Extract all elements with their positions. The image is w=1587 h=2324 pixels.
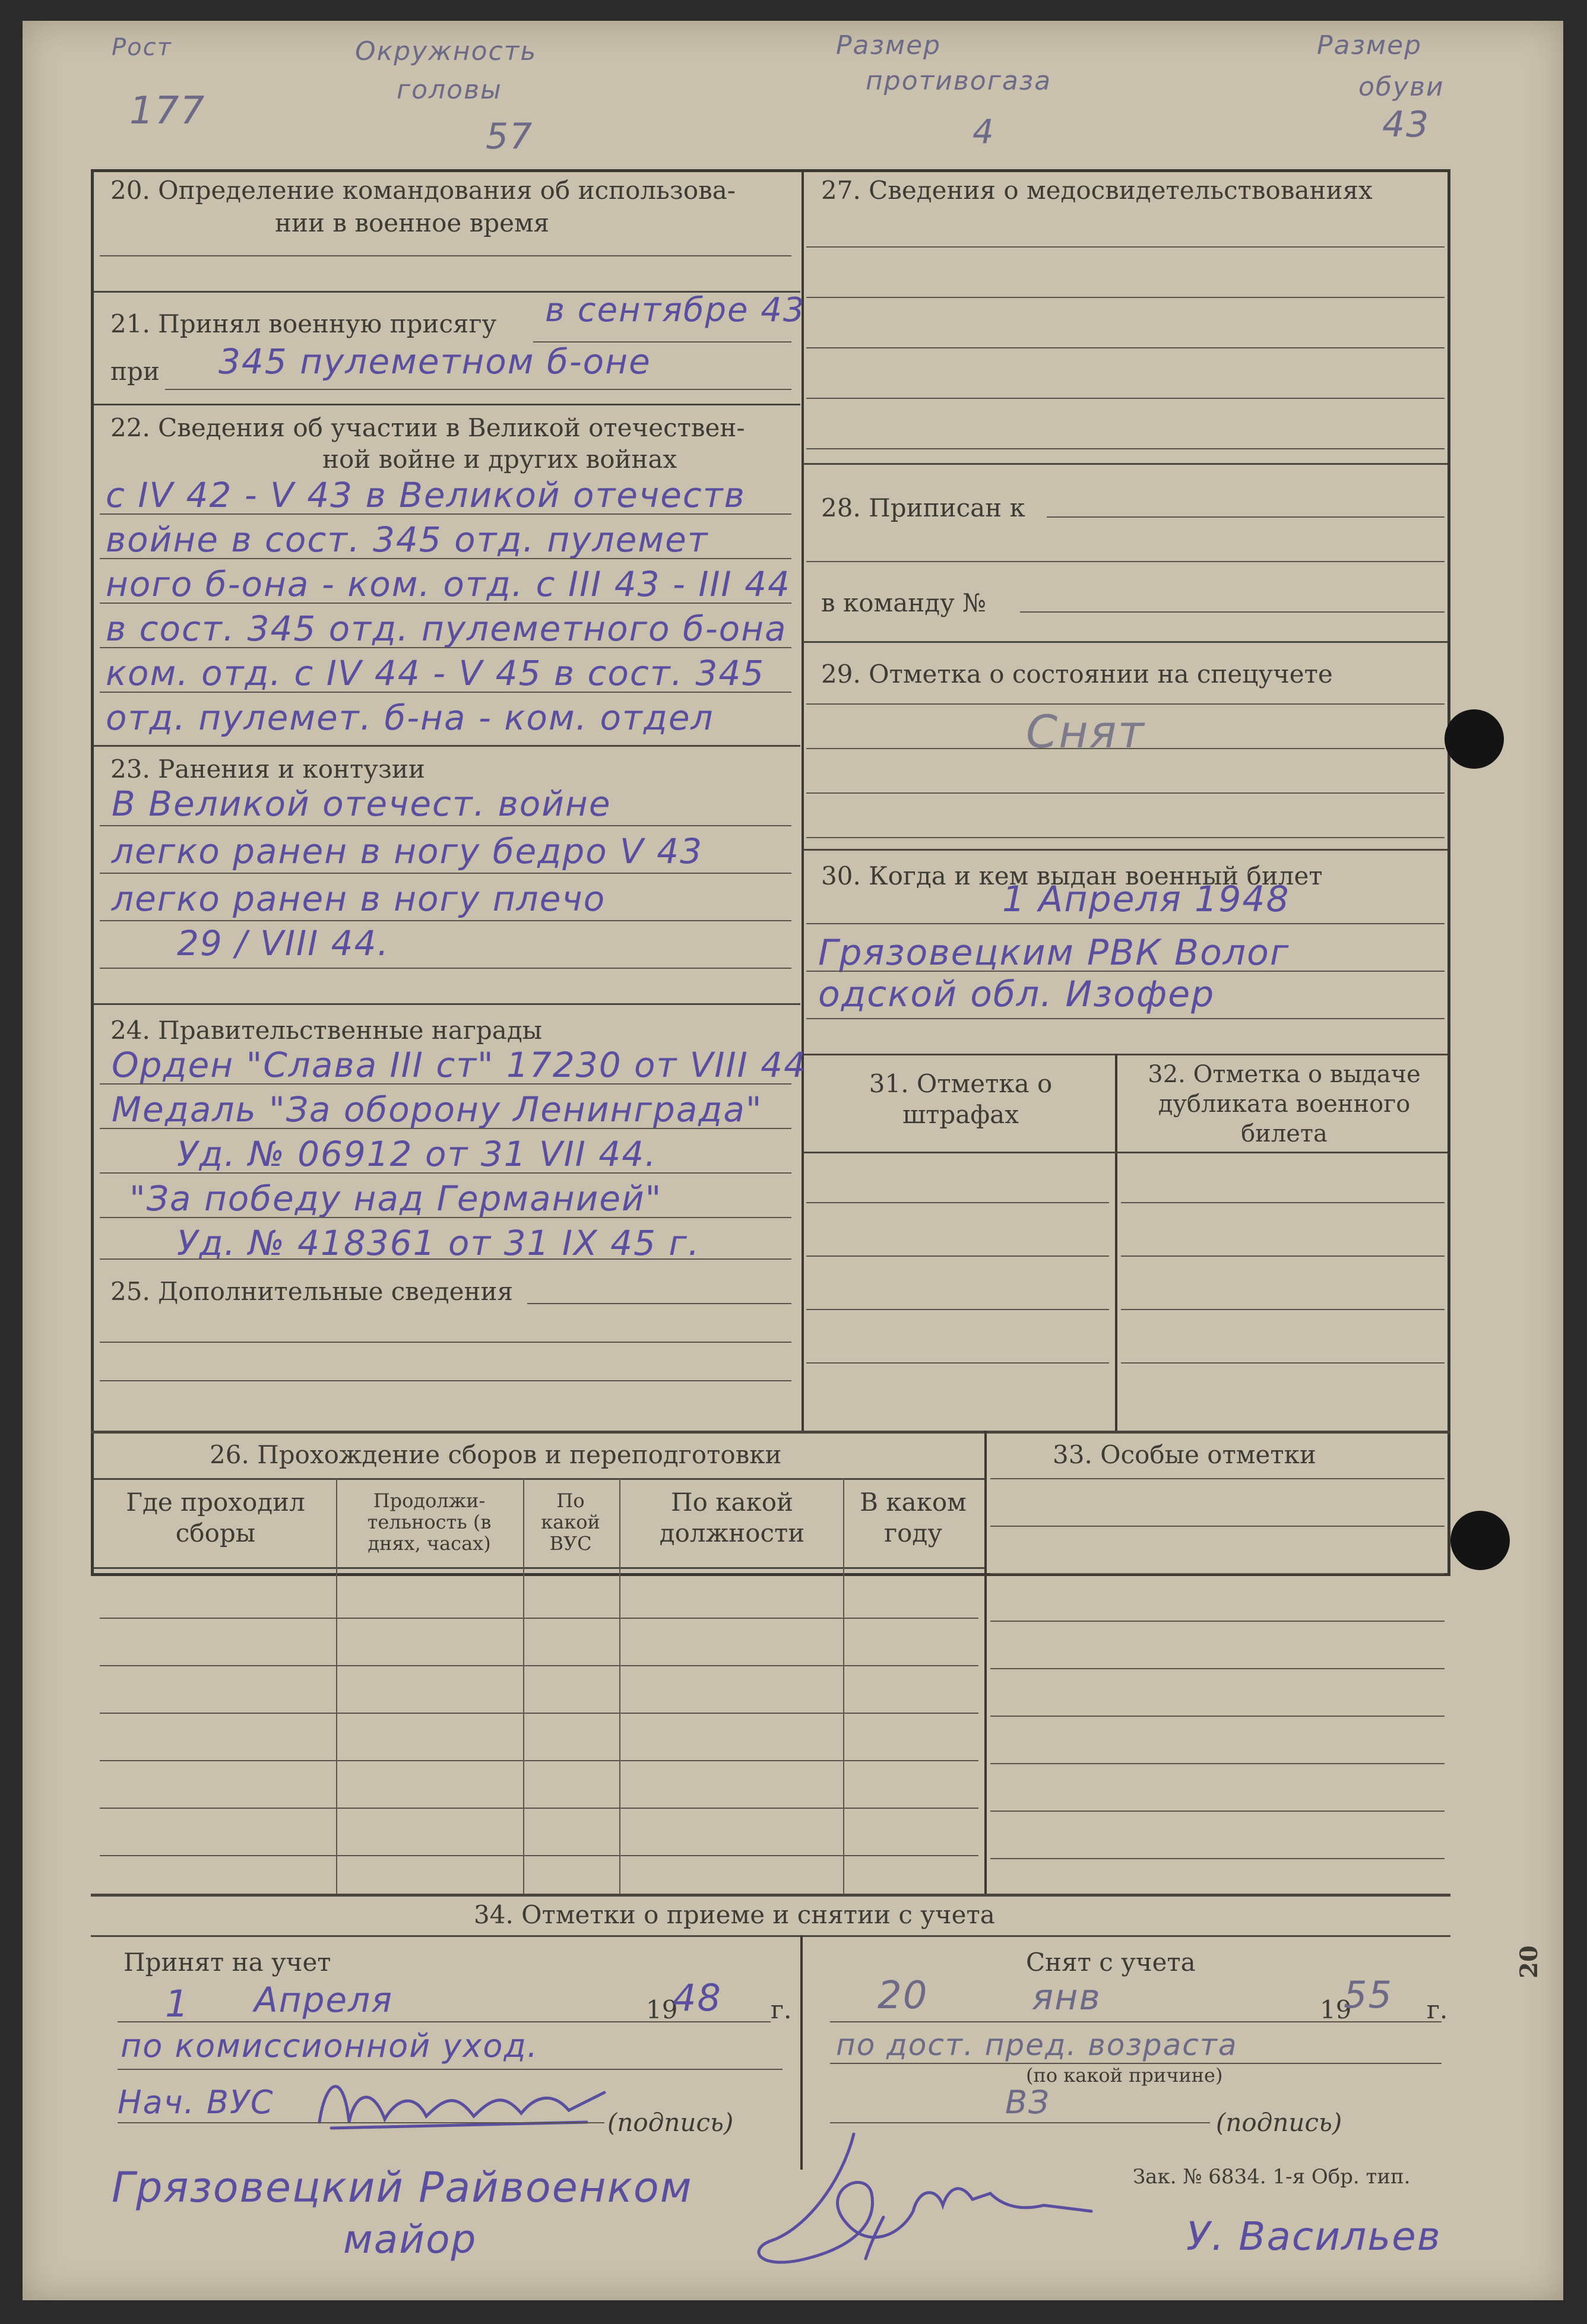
s34-removed-day: 20: [878, 1974, 929, 2018]
s32-rule-1: [1121, 1202, 1445, 1203]
s26-col1: Где проходил сборы: [126, 1488, 305, 1548]
s23-line-3: легко ранен в ногу плечо: [112, 879, 606, 919]
footer-print-info: Зак. № 6834. 1-я Обр. тип.: [1133, 2165, 1411, 2189]
s22-line-6: отд. пулемет. б-на - ком. отдел: [106, 697, 714, 738]
s26-col-line-2: [523, 1478, 524, 1894]
s28-line-2: [806, 561, 1445, 562]
s29-rule-4: [806, 837, 1445, 838]
s23-line-1: В Великой отечест. войне: [112, 784, 612, 824]
s25-line-3: [100, 1380, 791, 1381]
s26-row-6: [100, 1855, 978, 1856]
s28-label-2: в команду №: [821, 588, 986, 617]
document-page: [23, 21, 1563, 2300]
s34-accepted-year-suffix: г.: [771, 1995, 792, 2024]
shoe-label-1: Размер: [1317, 30, 1423, 61]
s30-divider: [803, 1054, 1447, 1055]
s23-rule-3: [100, 920, 791, 921]
s20-label-1: 20. Определение командования об использова-: [110, 176, 736, 205]
punch-hole-bottom: [1450, 1511, 1510, 1570]
s23-rule-4: [100, 968, 791, 969]
side-mark: 20: [1515, 1945, 1543, 1979]
s21-divider: [94, 404, 800, 405]
s34-removed-signature-label: (подпись): [1216, 2108, 1342, 2137]
s28-label-1: 28. Приписан к: [821, 493, 1025, 522]
s23-rule-2: [100, 873, 791, 874]
s34-title: 34. Отметки о приеме и снятии с учета: [474, 1900, 995, 1929]
s26-row-5: [100, 1808, 978, 1809]
s33-rule-0: [990, 1478, 1445, 1479]
s33-rule-3: [990, 1621, 1445, 1622]
s34-title-line: [91, 1935, 1450, 1937]
s33-rule-8: [990, 1858, 1445, 1859]
s32-rule-2: [1121, 1255, 1445, 1257]
s29-rule-2: [806, 748, 1445, 749]
s26-row-1: [100, 1618, 978, 1619]
s28-line-1: [1047, 516, 1445, 518]
s22-line-2: войне в сост. 345 отд. пулемет: [106, 519, 709, 560]
s25-line-1: [527, 1303, 791, 1304]
s24-rule-4: [100, 1217, 791, 1218]
s27-rule-3: [806, 347, 1445, 348]
s26-title: 26. Прохождение сборов и переподготовки: [210, 1440, 782, 1469]
s20-label-2: нии в военное время: [275, 208, 550, 237]
s20-line: [100, 255, 791, 256]
s22-rule-2: [100, 558, 791, 559]
s26-s33-divider: [984, 1431, 987, 1894]
s33-rule-1: [990, 1526, 1445, 1527]
s30-rule-2: [806, 971, 1445, 972]
s23-line-4: 29 / VIII 44.: [177, 923, 389, 963]
s29-hw: Снят: [1026, 705, 1145, 758]
s34-accepted-day: 1: [165, 1982, 190, 2025]
s26-col4: По какой должности: [659, 1488, 805, 1548]
s34-reason-label: (по какой причине): [1026, 2064, 1223, 2087]
s26-title-line: [94, 1478, 984, 1480]
s24-rule-5: [100, 1258, 791, 1260]
s26-col-line-3: [619, 1478, 620, 1894]
accepted-signature: [308, 2057, 616, 2146]
s27-divider: [803, 463, 1447, 465]
punch-hole-top: [1445, 709, 1504, 769]
s27-rule-4: [806, 398, 1445, 399]
s21-date-hw: в сентябре 43: [545, 291, 806, 329]
commissar-signature: [735, 2122, 1115, 2277]
s22-rule-1: [100, 513, 791, 515]
s27-label: 27. Сведения о медосвидетельствованиях: [821, 176, 1373, 205]
s34-accepted-month: Апреля: [254, 1980, 394, 2020]
s24-label: 24. Правительственные награды: [110, 1016, 543, 1045]
s26-row-4: [100, 1760, 978, 1761]
gasmask-label-2: противогаза: [866, 66, 1052, 96]
s33-label: 33. Особые отметки: [1053, 1440, 1316, 1469]
s34-accepted-note: по комиссионной уход.: [121, 2027, 538, 2065]
s24-rule-2: [100, 1128, 791, 1129]
s34-accepted-label: Принят на учет: [123, 1948, 331, 1977]
s24-rule-1: [100, 1083, 791, 1085]
s31-rule-3: [806, 1309, 1109, 1310]
column-divider: [802, 169, 804, 1431]
head-label-2: головы: [397, 75, 502, 105]
s23-divider: [94, 1003, 800, 1005]
s33-rule-6: [990, 1763, 1445, 1764]
s22-label-2: ной войне и других войнах: [322, 445, 677, 474]
s23-rule-1: [100, 825, 791, 826]
s24-line-4: "За победу над Германией": [129, 1178, 663, 1219]
s30-hw-3: одской обл. Изофер: [818, 974, 1215, 1015]
head-value: 57: [486, 116, 534, 157]
s25-line-2: [100, 1342, 791, 1343]
s33-rule-7: [990, 1811, 1445, 1812]
s23-line-2: легко ранен в ногу бедро V 43: [112, 831, 703, 871]
s24-line-3: Уд. № 06912 от 31 VII 44.: [177, 1134, 657, 1174]
footer-commissariat: Грязовецкий Райвоенком: [112, 2163, 693, 2212]
lower-block-top: [91, 1431, 1450, 1434]
s21-unit-hw: 345 пулеметном б-оне: [218, 341, 651, 382]
s32-label: 32. Отметка о выдаче дубликата военного билета: [1148, 1061, 1421, 1147]
s25-label: 25. Дополнительные сведения: [110, 1277, 514, 1306]
s22-rule-4: [100, 647, 791, 648]
s22-line-5: ком. отд. с IV 44 - V 45 в сост. 345: [106, 653, 765, 693]
s31-label: 31. Отметка о штрафах: [869, 1069, 1053, 1129]
s22-line-4: в сост. 345 отд. пулеметного б-она: [106, 608, 787, 649]
s31-header-line: [803, 1152, 1447, 1153]
s24-line-1: Орден "Слава III ст" 17230 от VIII 44: [112, 1045, 807, 1085]
s26-row-3: [100, 1713, 978, 1714]
s31-rule-1: [806, 1202, 1109, 1203]
s33-rule-5: [990, 1716, 1445, 1717]
s31-rule-2: [806, 1255, 1109, 1257]
s29-label: 29. Отметка о состоянии на спецучете: [821, 660, 1333, 689]
s34-accepted-officer: Нач. ВУС: [118, 2084, 274, 2121]
s29-divider: [803, 849, 1447, 851]
gasmask-value: 4: [973, 113, 995, 151]
s26-col5: В каком году: [860, 1488, 967, 1548]
s34-removed-month: янв: [1032, 1977, 1101, 2018]
s22-rule-3: [100, 603, 791, 604]
s28-divider: [803, 641, 1447, 643]
s34-removed-year-prefix: 19: [1320, 1995, 1352, 2024]
s31-s32-divider: [1115, 1054, 1117, 1431]
s34-accepted-year: 48: [673, 1976, 722, 2019]
s30-rule-3: [806, 1018, 1445, 1019]
shoe-label-2: обуви: [1358, 72, 1445, 102]
s24-rule-3: [100, 1172, 791, 1174]
footer-rank: майор: [343, 2217, 477, 2262]
height-value: 177: [129, 89, 206, 133]
s34-removed-year: 55: [1344, 1973, 1393, 2017]
s34-removed-date-line: [830, 2021, 1442, 2022]
s22-line-3: ного б-она - ком. отд. с III 43 - III 44: [106, 564, 791, 604]
s24-line-5: Уд. № 418361 от 31 IX 45 г.: [177, 1223, 701, 1263]
s34-top: [91, 1894, 1450, 1897]
s30-label: 30. Когда и кем выдан военный билет: [821, 861, 1323, 890]
s30-hw-1: 1 Апреля 1948: [1002, 879, 1290, 920]
s26-row-2: [100, 1665, 978, 1666]
s31-rule-4: [806, 1362, 1109, 1364]
s26-col3: По какой ВУС: [541, 1489, 600, 1555]
s24-line-2: Медаль "За оборону Ленинграда": [112, 1089, 763, 1130]
s22-line-1: с IV 42 - V 43 в Великой отечеств: [106, 475, 746, 515]
height-label: Рост: [112, 34, 172, 61]
s26-col-line-1: [336, 1478, 337, 1894]
head-label-1: Окружность: [355, 36, 537, 66]
s26-col2: Продолжи-тельность (в днях, часах): [367, 1489, 492, 1555]
s34-accepted-sign-line: [118, 2122, 604, 2123]
s23-label: 23. Ранения и контузии: [110, 754, 425, 784]
s29-rule-3: [806, 792, 1445, 794]
s33-rule-2: [990, 1573, 1445, 1574]
shoe-value: 43: [1382, 104, 1430, 145]
s30-rule-1: [806, 923, 1445, 924]
s34-accepted-signature-label: (подпись): [607, 2108, 734, 2137]
s22-divider: [94, 745, 800, 747]
s29-rule-1: [806, 703, 1445, 705]
s30-hw-2: Грязовецким РВК Волог: [818, 932, 1290, 974]
s22-label-1: 22. Сведения об участии в Великой отечествен-: [110, 413, 745, 442]
s34-removed-reason: по дост. пред. возраста: [836, 2028, 1238, 2062]
s21-label-1: 21. Принял военную присягу: [110, 309, 497, 338]
s34-removed-label: Снят с учета: [1026, 1948, 1196, 1977]
s27-rule-2: [806, 297, 1445, 298]
s27-rule-5: [806, 448, 1445, 449]
s27-rule-1: [806, 246, 1445, 248]
s34-removed-note: ВЗ: [1005, 2084, 1050, 2121]
s21-line-2: [165, 389, 791, 390]
s26-col-line-4: [843, 1478, 844, 1894]
s21-label-2: при: [110, 357, 160, 386]
s28-line-3: [1020, 611, 1445, 613]
s32-rule-4: [1121, 1362, 1445, 1364]
s34-accepted-year-prefix: 19: [646, 1995, 678, 2024]
s22-rule-5: [100, 692, 791, 693]
s33-rule-4: [990, 1668, 1445, 1669]
s32-rule-3: [1121, 1309, 1445, 1310]
footer-name: У. Васильев: [1186, 2214, 1442, 2259]
s26-header-line: [94, 1567, 984, 1569]
s34-accepted-date-line: [118, 2021, 771, 2022]
s34-removed-year-suffix: г.: [1427, 1995, 1448, 2024]
gasmask-label-1: Размер: [836, 30, 942, 61]
